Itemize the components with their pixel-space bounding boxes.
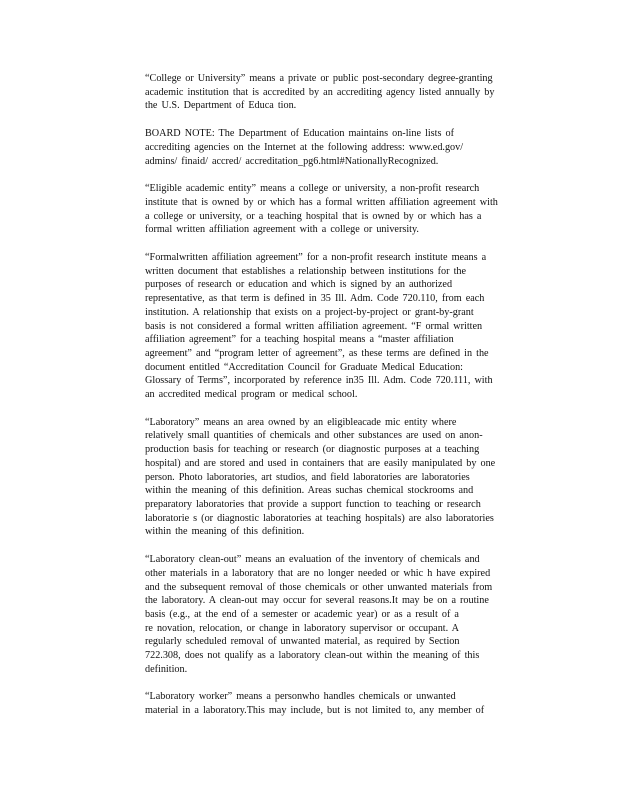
text-line: and the subsequent removal of those chemicals or other unwanted materials from (145, 581, 493, 593)
text-line: “Laboratory” means an area owned by an eligibleacade mic entity where (145, 416, 457, 428)
text-line: agreement” and “program letter of agreement”, as these terms are defined in the (145, 347, 489, 359)
paragraph-definition-laboratory (145, 416, 543, 539)
text-line: basis (e.g., at the end of a semester or academic year) or as a result of a (145, 608, 459, 620)
text-line: basis is not considered a formal written affiliation agreement. “F ormal written (145, 320, 483, 332)
text-line: within the meaning of this definition. Areas suchas chemical stockrooms and (145, 485, 474, 497)
paragraph-definition-eligible-academic-entity (145, 182, 543, 237)
paragraph-board-note (145, 127, 543, 168)
text-line: document entitled “Accreditation Council for Graduate Medical Education: (145, 361, 463, 373)
paragraph-definition-laboratory-clean-out (145, 553, 543, 676)
text-line: “Laboratory clean-out” means an evaluation of the inventory of chemicals and (145, 554, 480, 566)
text-line: other materials in a laboratory that are no longer needed or whic h have expired (145, 567, 491, 579)
text-line: regularly scheduled removal of unwanted material, as required by Section (145, 636, 460, 648)
document-page (145, 72, 543, 732)
text-line: “Eligible academic entity” means a college or university, a non-profit research (145, 183, 480, 195)
text-line: “Laboratory worker” means a personwho handles chemicals or unwanted (145, 691, 456, 703)
text-line: academic institution that is accredited by an accrediting agency listed annually by (145, 86, 495, 98)
text-line: re novation, relocation, or change in laboratory supervisor or occupant. A (145, 622, 460, 634)
text-line: material in a laboratory.This may include, but is not limited to, any member of (145, 705, 485, 717)
paragraph-definition-college-or-university (145, 72, 543, 113)
text-line: “Formalwritten affiliation agreement” for a non-profit research institute means a (145, 252, 487, 264)
text-line: 722.308, does not qualify as a laboratory clean-out within the meaning of this (145, 650, 480, 662)
text-line: institute that is owned by or which has a formal written affiliation agreement with (145, 196, 498, 208)
text-line: production basis for teaching or research (or diagnostic purposes at a teaching (145, 444, 480, 456)
text-line: institution. A relationship that exists on a project-by-project or grant-by-grant (145, 306, 474, 318)
text-line: preparatory laboratories that provide a support function to teaching or research (145, 498, 481, 510)
text-line: Glossary of Terms”, incorporated by reference in35 Ill. Adm. Code 720.111, with (145, 375, 493, 387)
text-line: laboratorie s (or diagnostic laboratories at teaching hospitals) are also laboratories (145, 512, 494, 524)
paragraph-definition-formal-written-affiliation-agreement (145, 251, 543, 402)
text-line: formal written affiliation agreement with a college or university. (145, 224, 419, 236)
text-line: within the meaning of this definition. (145, 526, 305, 538)
text-line: hospital) and are stored and used in containers that are easily manipulated by one (145, 457, 496, 469)
text-line: the U.S. Department of Educa tion. (145, 100, 297, 112)
text-line: written document that establishes a relationship between institutions for the (145, 265, 467, 277)
text-line: BOARD NOTE: The Department of Education maintains on-line lists of (145, 128, 454, 140)
paragraph-definition-laboratory-worker (145, 690, 543, 717)
text-line: affiliation agreement” for a teaching hospital means a “master affiliation (145, 334, 454, 346)
text-line: accrediting agencies on the Internet at the following address: www.ed.gov/ (145, 141, 464, 153)
text-line: the laboratory. A clean-out may occur for several reasons.It may be on a routine (145, 595, 489, 607)
text-line: definition. (145, 663, 188, 675)
text-line: an accredited medical program or medical school. (145, 389, 358, 401)
text-line: purposes of research or education and which is signed by an authorized (145, 279, 453, 291)
text-line: a college or university, or a teaching hospital that is owned by or which has a (145, 210, 482, 222)
text-line: admins/ finaid/ accred/ accreditation_pg6.html#NationallyRecognized. (145, 155, 439, 167)
text-line: “College or University” means a private or public post-secondary degree-granting (145, 73, 493, 84)
text-line: representative, as that term is defined in 35 Ill. Adm. Code 720.110, from each (145, 293, 485, 305)
text-line: relatively small quantities of chemicals and other substances are used on anon- (145, 430, 483, 442)
text-line: person. Photo laboratories, art studios, and field laboratories are laboratories (145, 471, 470, 483)
